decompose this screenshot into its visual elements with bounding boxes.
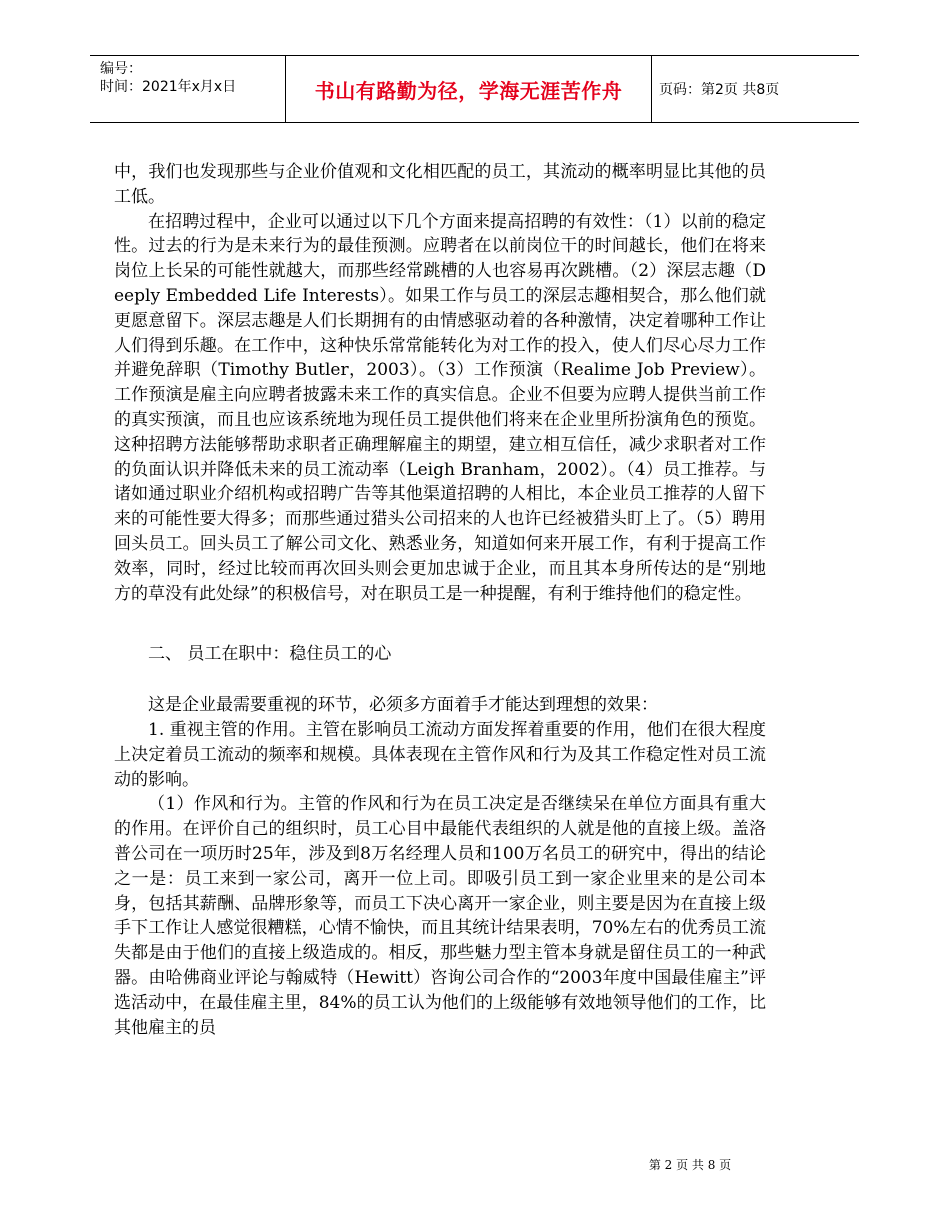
spacer (114, 667, 766, 693)
motto-text: 书山有路勤为径，学海无涯苦作舟 (314, 78, 623, 103)
page-footer (0, 1156, 950, 1173)
header-motto (286, 56, 651, 122)
header-meta (90, 56, 285, 122)
paragraph: 1. 重视主管的作用。主管在影响员工流动方面发挥着重要的作用，他们在很大程度上决定着员工流动的频率和规模。具体表现在主管作风和行为及其工作稳定性对员工流动的影响。 (114, 719, 766, 790)
paragraph: 中，我们也发现那些与企业价值观和文化相匹配的员工，其流动的概率明显比其他的员工低。 (114, 162, 766, 207)
section-heading: 二、 员工在职中：稳住员工的心 (148, 644, 392, 665)
paragraph: 在招聘过程中，企业可以通过以下几个方面来提高招聘的有效性：（1）以前的稳定性。过去的行为是未来行为的最佳预测。应聘者在以前岗位干的时间越长，他们在将来岗位上长呆的可能性就越大，而那些经常跳槽的人也容易再次跳槽。（2）深层志趣（Deeply Embedded Life Interests）。如果工作与员工的深层志趣相契合，那么他们就更愿意留下。深层志趣是人们长期拥有的由情感驱动着的各种激情，决定着哪种工作让人们得到乐趣。在工作中，这种快乐常常能转化为对工作的投入，使人们尽心尽力工作并避免辞职（Timothy Butler，2003）。（3）工作预演（Realime Job Preview）。工作预演是雇主向应聘者披露未来工作的真实信息。企业不但要为应聘人提供当前工作的真实预演，而且也应该系统地为现任员工提供他们将来在企业里所扮演角色的预览。这种招聘方法能够帮助求职者正确理解雇主的期望，建立相互信任，减少求职者对工作的负面认识并降低未来的员工流动率（Leigh Branham，2002）。（4）员工推荐。与诸如通过职业介绍机构或招聘广告等其他渠道招聘的人相比，本企业员工推荐的人留下来的可能性要大得多；而那些通过猎头公司招来的人也许已经被猎头盯上了。（5）聘用回头员工。回头员工了解公司文化、熟悉业务，知道如何来开展工作，有利于提高工作效率，同时，经过比较而再次回头则会更加忠诚于企业，而且其本身所传达的是“别地方的草没有此处绿”的积极信号，对在职员工是一种提醒，有利于维持他们的稳定性。 (114, 211, 766, 604)
paragraph: 这是企业最需要重视的环节，必须多方面着手才能达到理想的效果： (148, 695, 658, 716)
document-time-label: 时间：2021年x月x日 (100, 79, 237, 95)
page-number-label: 页码：第2页 共8页 (659, 82, 780, 98)
spacer (114, 606, 766, 642)
document-body (114, 160, 766, 1040)
paragraph: （1）作风和行为。主管的作风和行为在员工决定是否继续呆在单位方面具有重大的作用。在评价自己的组织时，员工心目中最能代表组织的人就是他的直接上级。盖洛普公司在一项历时25年，涉及到8万名经理人员和100万名员工的研究中，得出的结论之一是：员工来到一家公司，离开一位上司。即吸引员工到一家企业里来的是公司本身，包括其薪酬、品牌形象等，而员工下决心离开一家企业，则主要是因为在直接上级手下工作让人感觉很糟糕，心情不愉快，而且其统计结果表明，70%左右的优秀员工流失都是由于他们的直接上级造成的。相反，那些魅力型主管本身就是留住员工的一种武器。由哈佛商业评论与翰威特（Hewitt）咨询公司合作的“2003年度中国最佳雇主”评选活动中，在最佳雇主里，84%的员工认为他们的上级能够有效地领导他们的工作，比其他雇主的员 (114, 794, 766, 1038)
header-divider (651, 56, 652, 122)
page-header (90, 55, 859, 123)
header-page-info (653, 56, 859, 122)
document-number-label: 编号： (100, 61, 142, 77)
footer-page-number: 第 2 页 共 8 页 (648, 1158, 732, 1172)
